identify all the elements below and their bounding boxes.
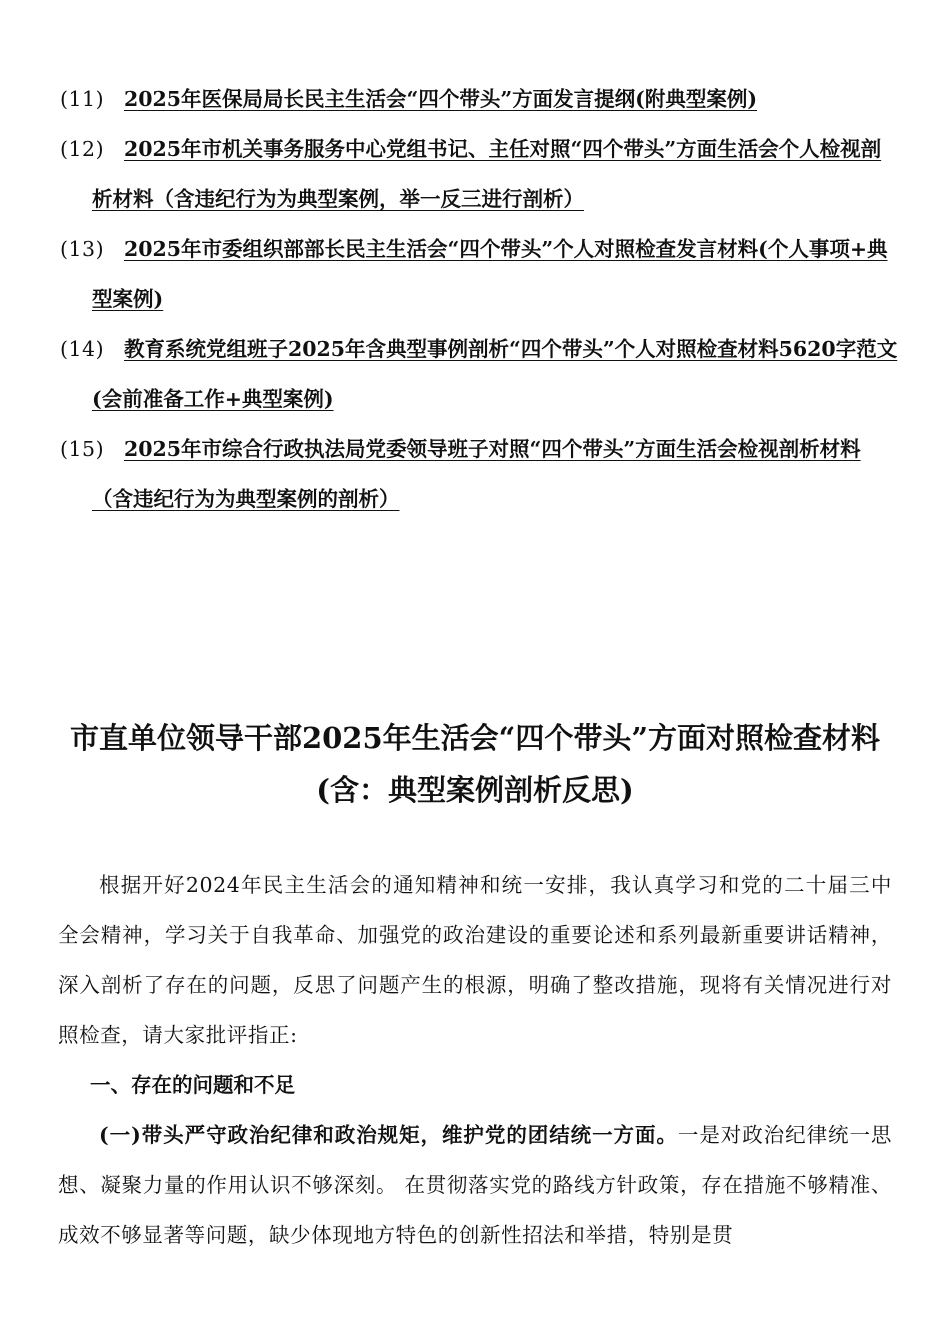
- toc-item-number: (12): [60, 137, 105, 161]
- toc-link[interactable]: 2025年医保局局长民主生活会“四个带头”方面发言提纲(附典型案例): [124, 87, 758, 111]
- toc-link[interactable]: 2025年市综合行政执法局党委领导班子对照“四个带头”方面生活会检视剖析材料（含违纪行为为典型案例的剖析）: [92, 437, 861, 511]
- toc-item-15: [60, 424, 900, 524]
- toc-item-number: (11): [60, 87, 105, 111]
- title-line-1: 市直单位领导干部2025年生活会“四个带头”方面对照检查材料: [69, 721, 881, 755]
- toc-item-number: (13): [60, 237, 105, 261]
- subsection-paragraph: [58, 1110, 892, 1260]
- toc-link[interactable]: 2025年市机关事务服务中心党组书记、主任对照“四个带头”方面生活会个人检视剖析材料（含违纪行为为典型案例，举一反三进行剖析）: [92, 137, 882, 211]
- toc-item-13: [60, 224, 900, 324]
- subsection-text: 一是对政治纪律统一思想、凝聚力量的作用认识不够深刻。 在贯彻落实党的路线方针政策，存在措施不够精准、成效不够显著等问题，缺少体现地方特色的创新性招法和举措，特别是贯: [58, 1123, 893, 1247]
- toc-item-number: (14): [60, 337, 105, 361]
- document-body: [58, 860, 892, 1260]
- toc-item-14: [60, 324, 900, 424]
- toc-item-11: [60, 74, 900, 124]
- document-title: [40, 712, 910, 816]
- subsection-lead: (一)带头严守政治纪律和政治规矩，维护党的团结统一方面。: [99, 1123, 678, 1147]
- table-of-contents: [60, 74, 900, 524]
- intro-paragraph: 根据开好2024年民主生活会的通知精神和统一安排，我认真学习和党的二十届三中全会精神，学习关于自我革命、加强党的政治建设的重要论述和系列最新重要讲话精神，深入剖析了存在的问题，反思了问题产生的根源，明确了整改措施，现将有关情况进行对照检查，请大家批评指正:: [58, 873, 892, 1047]
- title-line-2: (含：典型案例剖析反思): [316, 773, 634, 807]
- toc-item-number: (15): [60, 437, 105, 461]
- toc-item-12: [60, 124, 900, 224]
- section-heading: 一、存在的问题和不足: [90, 1073, 295, 1097]
- toc-link[interactable]: 教育系统党组班子2025年含典型事例剖析“四个带头”个人对照检查材料5620字范文(会前准备工作+典型案例): [92, 337, 898, 411]
- toc-link[interactable]: 2025年市委组织部部长民主生活会“四个带头”个人对照检查发言材料(个人事项+典型案例): [92, 237, 888, 311]
